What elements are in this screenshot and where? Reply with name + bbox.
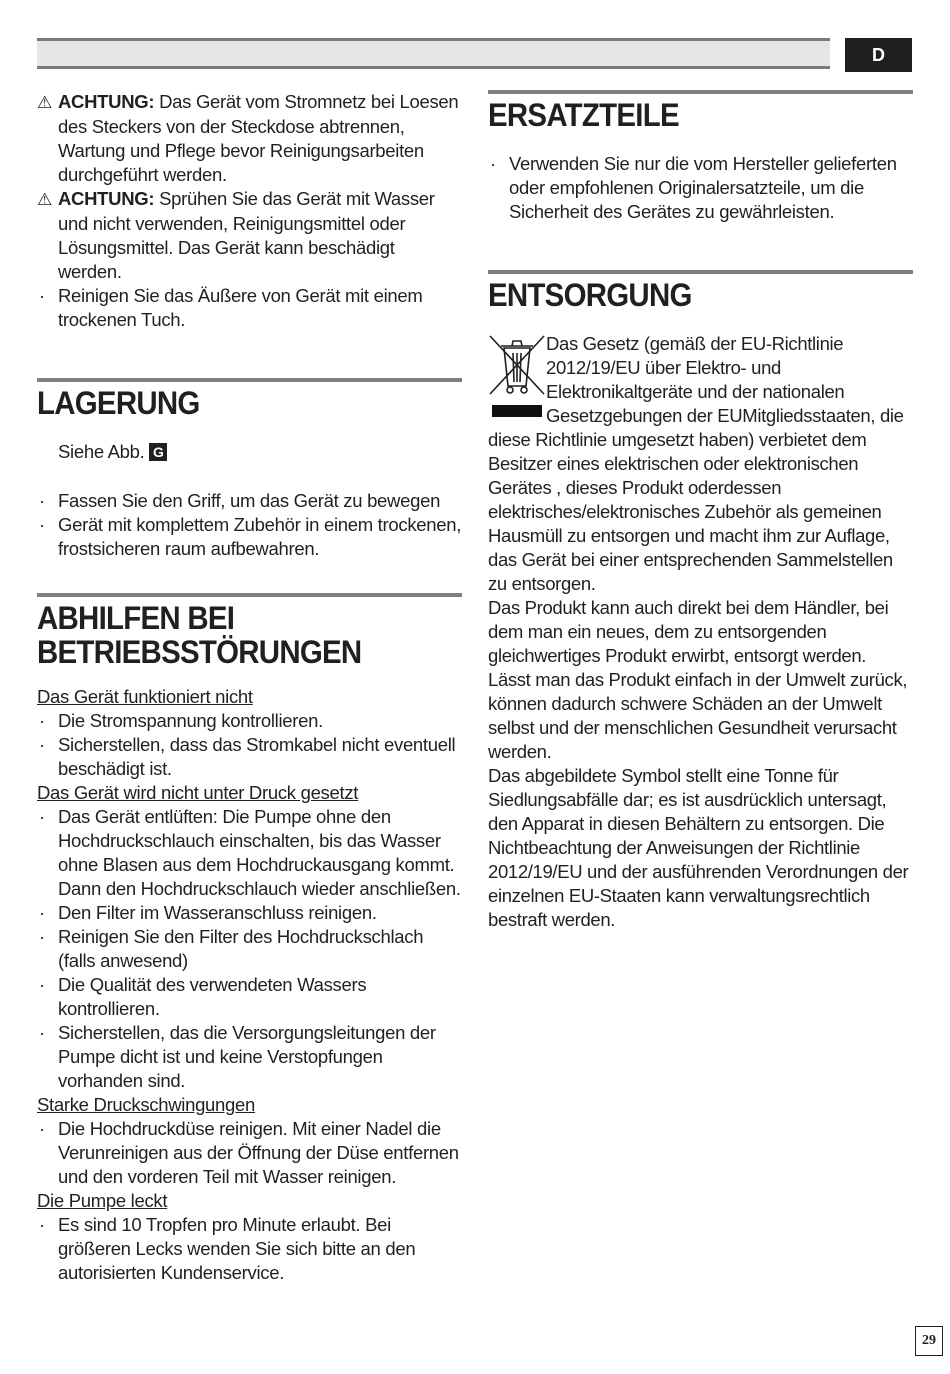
warning-triangle-icon: ⚠ xyxy=(37,93,52,112)
lagerung-figure-ref xyxy=(37,440,462,464)
section-title-entsorgung: ENTSORGUNG xyxy=(488,277,692,313)
crossed-out-bin-icon xyxy=(488,332,546,418)
list-item: · Sicherstellen, das die Versorgungsleitungen der Pumpe dicht ist und keine Verstopfungen vorhanden sind. xyxy=(37,1021,462,1093)
warning-triangle-icon: ⚠ xyxy=(37,190,52,209)
section-title-ersatzteile: ERSATZTEILE xyxy=(488,97,679,133)
entsorgung-paragraph-1: Das Gesetz (gemäß der EU-Richtlinie 2012/19/EU über Elektro- und Elektronikaltgeräte und der nationalen Gesetzgebungen der EUMitgliedsstaaten, die diese Richtlinie umgesetzt haben) verbietet dem Besitzer eines elektrischen oder elektronischen Gerätes , dieses Produkt oderdessen elektrisches/elektronisches Zubehör als gemeinen Hausmüll zu entsorgen und macht ihm zur Auflage, das Gerät bei einer entsprechenden Sammelstellen zu entsorgen. xyxy=(488,333,904,594)
trouble-list xyxy=(37,709,462,781)
trouble-list xyxy=(37,805,462,1093)
list-item: · Es sind 10 Tropfen pro Minute erlaubt. Bei größeren Lecks wenden Sie sich bitte an den autorisierten Kundenservice. xyxy=(37,1213,462,1285)
trouble-list xyxy=(37,1213,462,1285)
list-item: · Die Stromspannung kontrollieren. xyxy=(37,709,462,733)
language-tab: D xyxy=(845,38,912,72)
troubleshooting xyxy=(37,685,462,1285)
header-bar xyxy=(37,38,830,69)
lagerung-section xyxy=(37,378,462,420)
figure-ref-text: Siehe Abb. xyxy=(58,441,145,462)
trouble-heading: Die Pumpe leckt xyxy=(37,1190,168,1211)
warning-1 xyxy=(37,90,462,187)
trouble-list xyxy=(37,1117,462,1189)
list-item: · Gerät mit komplettem Zubehör in einem trockenen, frostsicheren raum aufbewahren. xyxy=(37,513,462,561)
entsorgung-body xyxy=(488,332,913,932)
section-title-abhilfen xyxy=(37,601,428,669)
warning-2 xyxy=(37,187,462,284)
weee-bin-icon xyxy=(488,332,546,404)
list-item: · Sicherstellen, dass das Stromkabel nicht eventuell beschädigt ist. xyxy=(37,733,462,781)
right-column xyxy=(488,90,913,932)
entsorgung-paragraph-2: Das Produkt kann auch direkt bei dem Händler, bei dem man ein neues, dem zu entsorgenden gleichwertiges Produkt erwirbt, entsorgt werden. Lässt man das Produkt einfach in der Umwelt zurück, können dadurch schwere Schäden an der Umwelt selbst und der menschlichen Gesundheit verursacht werden. xyxy=(488,597,908,762)
warning-label: ACHTUNG: xyxy=(58,91,155,112)
warning-text: Das Gerät vom Stromnetz bei Loesen des Steckers von der Steckdose abtrennen, Wartung und Pflege bevor Reinigungsarbeiten durchgeführt werden. xyxy=(58,91,459,185)
list-item: · Das Gerät entlüften: Die Pumpe ohne den Hochdruckschlauch einschalten, bis das Wasser ohne Blasen aus dem Hochdruckausgang kommt. Dann den Hochdruckschlauch wieder anschließen. xyxy=(37,805,462,901)
trouble-heading: Das Gerät funktioniert nicht xyxy=(37,686,253,707)
title-line-1: ABHILFEN BEI xyxy=(37,600,235,636)
figure-badge: G xyxy=(149,443,167,461)
list-item: · Die Qualität des verwendeten Wassers kontrollieren. xyxy=(37,973,462,1021)
list-item: · Die Hochdruckdüse reinigen. Mit einer Nadel die Verunreinigen aus der Öffnung der Düse entfernen und den vorderen Teil mit Wasser reinigen. xyxy=(37,1117,462,1189)
trouble-heading: Das Gerät wird nicht unter Druck gesetzt xyxy=(37,782,359,803)
entsorgung-paragraph-3: Das abgebildete Symbol stellt eine Tonne für Siedlungsabfälle dar; es ist ausdrücklich untersagt, den Apparat in diesen Behältern zu entsorgen. Die Nichtbeachtung der Anweisungen der Richtlinie 2012/19/EU und der ausführenden Verordnungen der einzelnen EU-Staaten kann verwaltungsrechtlich bestraft werden. xyxy=(488,765,909,930)
trouble-heading: Starke Druckschwingungen xyxy=(37,1094,255,1115)
warning-text: Sprühen Sie das Gerät mit Wasser und nicht verwenden, Reinigungsmittel oder Lösungsmittel. Das Gerät kann beschädigt werden. xyxy=(58,188,435,282)
weee-underline-bar xyxy=(492,405,542,417)
left-column xyxy=(37,90,462,1285)
warning-label: ACHTUNG: xyxy=(58,188,155,209)
abhilfen-section xyxy=(37,593,462,669)
title-line-2: BETRIEBSSTÖRUNGEN xyxy=(37,634,362,670)
list-item: · Den Filter im Wasseranschluss reinigen. xyxy=(37,901,462,925)
cleaning-list xyxy=(37,284,462,332)
list-item: · Fassen Sie den Griff, um das Gerät zu bewegen xyxy=(37,489,462,513)
section-title-lagerung: LAGERUNG xyxy=(37,385,200,421)
list-item: · Verwenden Sie nur die vom Hersteller gelieferten oder empfohlenen Originalersatzteile, um die Sicherheit des Gerätes zu gewährleisten. xyxy=(488,152,913,224)
ersatzteile-list xyxy=(488,152,913,224)
ersatzteile-section xyxy=(488,90,913,132)
list-item: · Reinigen Sie das Äußere von Gerät mit einem trockenen Tuch. xyxy=(37,284,462,332)
entsorgung-section xyxy=(488,270,913,312)
lagerung-list xyxy=(37,489,462,561)
list-item: · Reinigen Sie den Filter des Hochdruckschlach (falls anwesend) xyxy=(37,925,462,973)
page-number: 29 xyxy=(915,1326,943,1356)
